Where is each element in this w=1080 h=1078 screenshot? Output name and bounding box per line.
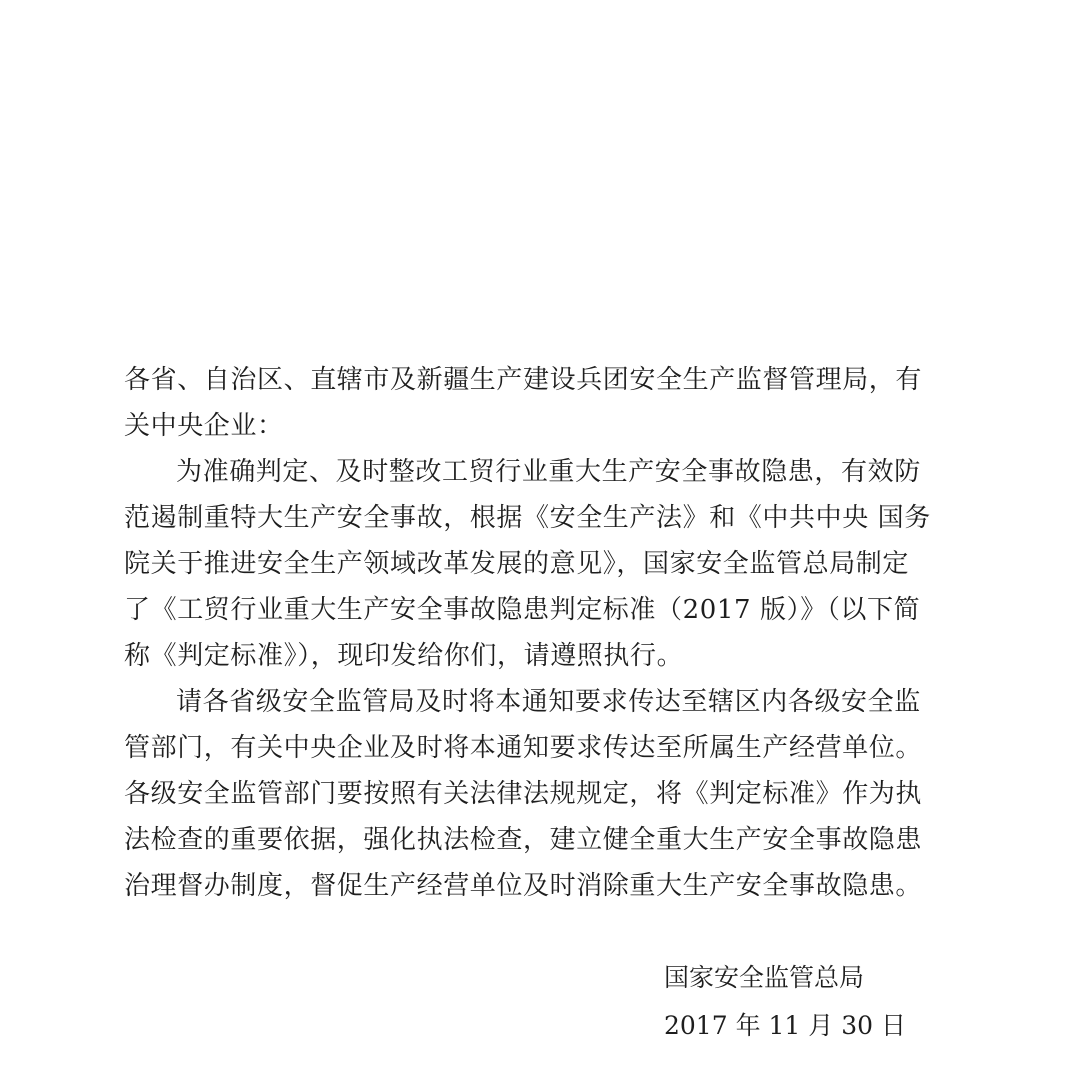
title-line-3 xyxy=(0,162,1080,208)
paragraph-2-line-4: 法检查的重要依据，强化执法检查，建立健全重大生产安全事故隐患 xyxy=(124,825,923,855)
paragraph-2-line-3: 各级安全监管部门要按照有关法律法规规定，将《判定标准》作为执 xyxy=(124,779,923,809)
paragraph-2-line-2: 管部门，有关中央企业及时将本通知要求传达至所属生产经营单位。 xyxy=(124,733,923,763)
paragraph-1-line-4: 了《工贸行业重大生产安全事故隐患判定标准（2017 版）》（以下简 xyxy=(124,595,921,625)
paragraph-1-line-3: 院关于推进安全生产领域改革发展的意见》，国家安全监管总局制定 xyxy=(124,549,910,579)
title-line-2 xyxy=(0,104,1080,150)
paragraph-1-line-1: 为准确判定、及时整改工贸行业重大生产安全事故隐患，有效防 xyxy=(176,457,921,487)
addressee-line-1: 各省、自治区、直辖市及新疆生产建设兵团安全生产监督管理局，有 xyxy=(124,365,923,395)
paragraph-2-line-5: 治理督办制度，督促生产经营单位及时消除重大生产安全事故隐患。 xyxy=(124,871,923,901)
issue-date: 2017 年 11 月 30 日 xyxy=(664,1011,906,1040)
title-line-1 xyxy=(0,46,1080,92)
paragraph-2-line-1: 请各省级安全监管局及时将本通知要求传达至辖区内各级安全监 xyxy=(176,687,921,717)
issuer-signature: 国家安全监管总局 xyxy=(664,963,865,992)
paragraph-1-line-5: 称《判定标准》），现印发给你们，请遵照执行。 xyxy=(124,641,684,671)
document-number xyxy=(0,266,1080,302)
paragraph-1-line-2: 范遏制重特大生产安全事故，根据《安全生产法》和《中共中央 国务 xyxy=(124,503,931,533)
addressee-line-2: 关中央企业： xyxy=(124,411,284,441)
